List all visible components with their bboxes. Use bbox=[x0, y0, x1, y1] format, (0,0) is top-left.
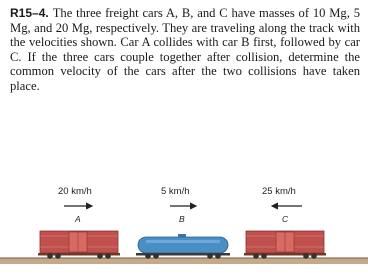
car-letter-b: B bbox=[179, 214, 185, 224]
velocity-label-b: 5 km/h bbox=[161, 186, 190, 197]
problem-number: R15–4. bbox=[10, 6, 49, 20]
boxcar-a bbox=[38, 231, 120, 259]
boxcar-c bbox=[244, 231, 326, 259]
velocity-label-c: 25 km/h bbox=[262, 186, 296, 197]
railroad-track bbox=[0, 258, 368, 264]
freight-cars-figure bbox=[0, 160, 368, 275]
car-letter-a: A bbox=[75, 214, 81, 224]
velocity-label-a: 20 km/h bbox=[58, 186, 92, 197]
tank-car-b bbox=[136, 234, 230, 259]
problem-statement bbox=[10, 6, 360, 94]
problem-text: The three freight cars A, B, and C have masses of 10 Mg, 5 Mg, and 20 Mg, respectively. They are traveling along the track with the velocities shown. Car A collides with car B first, followed by car C. If the three cars couple together after collision, determine the common velocity of the cars after the two collisions have taken place. bbox=[10, 6, 360, 93]
car-letter-c: C bbox=[282, 214, 289, 224]
